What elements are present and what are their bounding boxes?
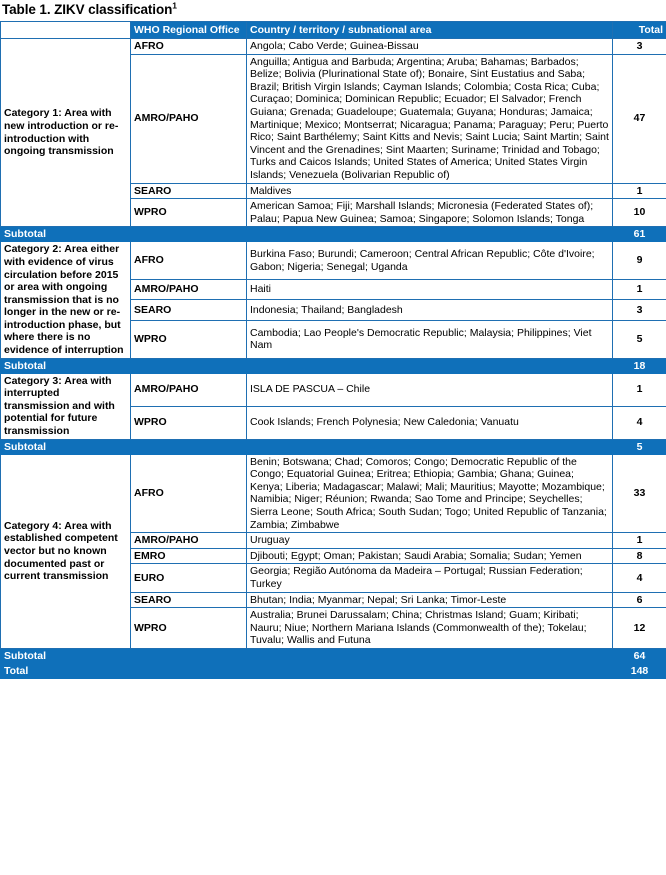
table-row [1, 242, 666, 279]
who-region-cell: AMRO/PAHO [131, 54, 247, 183]
area-list-cell: Cambodia; Lao People's Democratic Republic; Malaysia; Philippines; Viet Nam [247, 321, 613, 358]
table-row [1, 373, 666, 406]
area-list-cell: Indonesia; Thailand; Bangladesh [247, 300, 613, 321]
who-region-cell: WPRO [131, 406, 247, 439]
area-list-cell: Uruguay [247, 533, 613, 549]
table-header-row [1, 22, 666, 39]
row-total-cell: 1 [613, 533, 666, 549]
area-list-cell: American Samoa; Fiji; Marshall Islands; Micronesia (Federated States of); Palau; Papua New Guinea; Samoa; Singapore; Solomon Islands; Tonga [247, 199, 613, 227]
row-total-cell: 3 [613, 39, 666, 55]
grand-total-label: Total [1, 663, 613, 678]
table-row [1, 39, 666, 55]
category-label: Category 3: Area with interrupted transmission and with potential for future transmission [1, 373, 131, 439]
area-list-cell: Haiti [247, 279, 613, 300]
row-total-cell: 1 [613, 279, 666, 300]
subtotal-label: Subtotal [1, 648, 613, 663]
who-region-cell: AFRO [131, 39, 247, 55]
column-header-category [1, 22, 131, 39]
who-region-cell: AMRO/PAHO [131, 533, 247, 549]
area-list-cell: Burkina Faso; Burundi; Cameroon; Central African Republic; Côte d'Ivoire; Gabon; Nigeria; Senegal; Uganda [247, 242, 613, 279]
subtotal-value: 5 [613, 439, 666, 454]
subtotal-label: Subtotal [1, 227, 613, 242]
row-total-cell: 5 [613, 321, 666, 358]
category-label: Category 4: Area with established competent vector but no known documented past or current transmission [1, 454, 131, 648]
who-region-cell: SEARO [131, 592, 247, 608]
subtotal-value: 18 [613, 358, 666, 373]
row-total-cell: 4 [613, 564, 666, 592]
grand-total-row [1, 663, 666, 678]
row-total-cell: 4 [613, 406, 666, 439]
row-total-cell: 6 [613, 592, 666, 608]
subtotal-row [1, 358, 666, 373]
area-list-cell: Benin; Botswana; Chad; Comoros; Congo; Democratic Republic of the Congo; Equatorial Guinea; Eritrea; Ethiopia; Gambia; Ghana; Guinea; Kenya; Liberia; Madagascar; Malawi; Mali; Mauritius; Mayotte; Mozambique; Namibia; Niger; Réunion; Rwanda; Sao Tome and Principe; Seychelles; Sierra Leone; South Africa; South Sudan; Togo; United Republic of Tanzania; Zambia; Zimbabwe [247, 454, 613, 533]
subtotal-value: 64 [613, 648, 666, 663]
page-title-text: Table 1. ZIKV classification [2, 2, 173, 17]
subtotal-value: 61 [613, 227, 666, 242]
row-total-cell: 1 [613, 373, 666, 406]
category-label: Category 1: Area with new introduction or re-introduction with ongoing transmission [1, 39, 131, 227]
subtotal-label: Subtotal [1, 358, 613, 373]
row-total-cell: 3 [613, 300, 666, 321]
subtotal-row [1, 439, 666, 454]
who-region-cell: AFRO [131, 454, 247, 533]
area-list-cell: Anguilla; Antigua and Barbuda; Argentina; Aruba; Bahamas; Barbados; Belize; Bolivia (Plurinational State of); Bonaire, Sint Eustatius and Saba; Brazil; British Virgin Islands; Cayman Islands; Colombia; Costa Rica; Cuba; Curaçao; Dominica; Dominican Republic; Ecuador; El Salvador; French Guiana; Grenada; Guadeloupe; Guatemala; Guyana; Honduras; Jamaica; Martinique; Mexico; Montserrat; Nicaragua; Panama; Paraguay; Peru; Puerto Rico; Saint Barthélemy; Saint Kitts and Nevis; Saint Lucia; Saint Martin; Saint Vincent and the Grenadines; Sint Maarten; Suriname; Trinidad and Tobago; Turks and Caicos Islands; United States of America; United States Virgin Islands; Venezuela (Bolivarian Republic of) [247, 54, 613, 183]
row-total-cell: 10 [613, 199, 666, 227]
who-region-cell: WPRO [131, 199, 247, 227]
area-list-cell: ISLA DE PASCUA – Chile [247, 373, 613, 406]
table-row [1, 454, 666, 533]
subtotal-row [1, 648, 666, 663]
row-total-cell: 9 [613, 242, 666, 279]
grand-total-value: 148 [613, 663, 666, 678]
who-region-cell: AFRO [131, 242, 247, 279]
area-list-cell: Australia; Brunei Darussalam; China; Christmas Island; Guam; Kiribati; Nauru; Niue; Northern Mariana Islands (Commonwealth of the); Tokelau; Tuvalu; Wallis and Futuna [247, 608, 613, 649]
row-total-cell: 8 [613, 548, 666, 564]
row-total-cell: 33 [613, 454, 666, 533]
row-total-cell: 47 [613, 54, 666, 183]
column-header-area: Country / territory / subnational area [247, 22, 613, 39]
zikv-classification-table [0, 21, 666, 679]
area-list-cell: Maldives [247, 183, 613, 199]
who-region-cell: EURO [131, 564, 247, 592]
who-region-cell: WPRO [131, 608, 247, 649]
area-list-cell: Djibouti; Egypt; Oman; Pakistan; Saudi Arabia; Somalia; Sudan; Yemen [247, 548, 613, 564]
subtotal-row [1, 227, 666, 242]
page-title-footnote-marker: 1 [172, 0, 177, 11]
who-region-cell: WPRO [131, 321, 247, 358]
who-region-cell: AMRO/PAHO [131, 279, 247, 300]
table-header [1, 22, 666, 39]
who-region-cell: EMRO [131, 548, 247, 564]
column-header-who-regional-office: WHO Regional Office [131, 22, 247, 39]
subtotal-label: Subtotal [1, 439, 613, 454]
column-header-total: Total [613, 22, 666, 39]
page-title [0, 0, 666, 21]
table-body [1, 39, 666, 679]
area-list-cell: Bhutan; India; Myanmar; Nepal; Sri Lanka; Timor-Leste [247, 592, 613, 608]
row-total-cell: 1 [613, 183, 666, 199]
who-region-cell: AMRO/PAHO [131, 373, 247, 406]
area-list-cell: Cook Islands; French Polynesia; New Caledonia; Vanuatu [247, 406, 613, 439]
category-label: Category 2: Area either with evidence of virus circulation before 2015 or area with ongoing transmission that is no longer in the new or re-introduction phase, but where there is no evidence of interruption [1, 242, 131, 358]
who-region-cell: SEARO [131, 183, 247, 199]
row-total-cell: 12 [613, 608, 666, 649]
area-list-cell: Angola; Cabo Verde; Guinea-Bissau [247, 39, 613, 55]
area-list-cell: Georgia; Região Autónoma da Madeira – Portugal; Russian Federation; Turkey [247, 564, 613, 592]
who-region-cell: SEARO [131, 300, 247, 321]
